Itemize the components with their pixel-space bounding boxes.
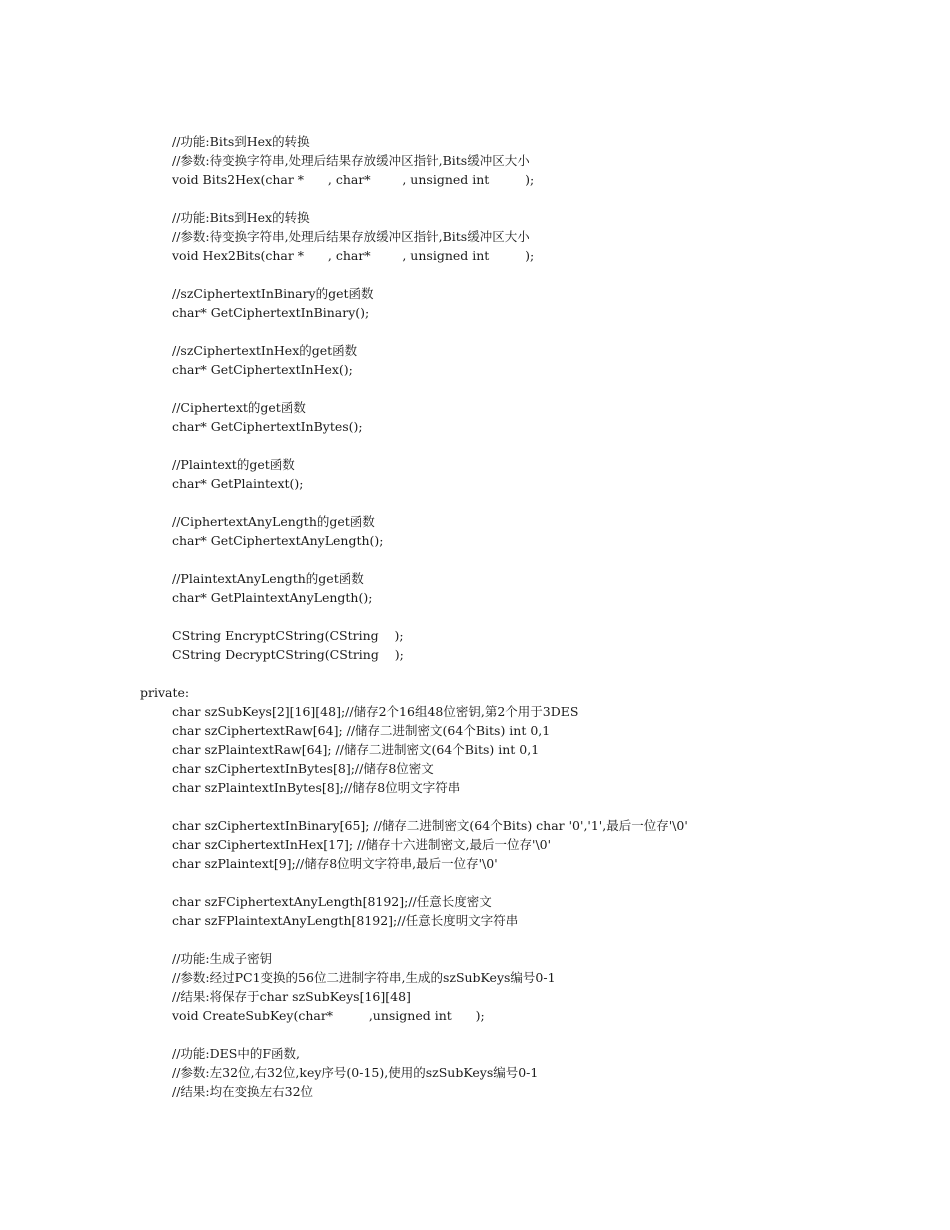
code-line: char szFCiphertextAnyLength[8192];//任意长度密文	[172, 894, 492, 909]
code-line: char szCiphertextInBinary[65]; //储存二进制密文(64个Bits) char '0','1',最后一位存'\0'	[172, 818, 688, 833]
code-line: //参数:待变换字符串,处理后结果存放缓冲区指针,Bits缓冲区大小	[172, 153, 530, 168]
code-line: char* GetCiphertextInBinary();	[172, 305, 370, 320]
blank-line	[0, 550, 950, 569]
blank-line	[0, 930, 950, 949]
blank-line	[0, 797, 950, 816]
blank-line	[0, 664, 950, 683]
code-line: //功能:Bits到Hex的转换	[172, 134, 310, 149]
code-line: //功能:DES中的F函数,	[172, 1046, 300, 1061]
code-line: //结果:均在变换左右32位	[172, 1084, 314, 1099]
code-line: //参数:左32位,右32位,key序号(0-15),使用的szSubKeys编号0-1	[172, 1065, 539, 1080]
code-line: char szFPlaintextAnyLength[8192];//任意长度明文字符串	[172, 913, 519, 928]
code-line: private:	[140, 685, 190, 700]
blank-line	[0, 607, 950, 626]
code-line: //PlaintextAnyLength的get函数	[172, 571, 364, 586]
blank-line	[0, 322, 950, 341]
code-line: //CiphertextAnyLength的get函数	[172, 514, 375, 529]
code-line: //szCiphertextInBinary的get函数	[172, 286, 374, 301]
code-line: CString DecryptCString(CString );	[172, 647, 404, 662]
code-line: void CreateSubKey(char* ,unsigned int );	[172, 1008, 485, 1023]
blank-line	[0, 189, 950, 208]
code-line: char* GetPlaintext();	[172, 476, 304, 491]
code-line: char szCiphertextRaw[64]; //储存二进制密文(64个Bits) int 0,1	[172, 723, 551, 738]
blank-line	[0, 493, 950, 512]
code-line: char szCiphertextInBytes[8];//储存8位密文	[172, 761, 434, 776]
code-line: char* GetCiphertextAnyLength();	[172, 533, 384, 548]
code-line: char* GetPlaintextAnyLength();	[172, 590, 373, 605]
code-line: CString EncryptCString(CString );	[172, 628, 404, 643]
blank-line	[0, 873, 950, 892]
code-line: void Bits2Hex(char * , char* , unsigned int );	[172, 172, 535, 187]
code-line: char* GetCiphertextInBytes();	[172, 419, 363, 434]
code-line: //Plaintext的get函数	[172, 457, 295, 472]
code-line: char szPlaintextRaw[64]; //储存二进制密文(64个Bits) int 0,1	[172, 742, 540, 757]
blank-line	[0, 1025, 950, 1044]
blank-line	[0, 436, 950, 455]
code-line: void Hex2Bits(char * , char* , unsigned int );	[172, 248, 535, 263]
blank-line	[0, 265, 950, 284]
blank-line	[0, 379, 950, 398]
code-line: char szPlaintextInBytes[8];//储存8位明文字符串	[172, 780, 461, 795]
code-line: char szSubKeys[2][16][48];//储存2个16组48位密钥,第2个用于3DES	[172, 704, 579, 719]
code-line: //Ciphertext的get函数	[172, 400, 306, 415]
code-line: char* GetCiphertextInHex();	[172, 362, 353, 377]
code-line: char szCiphertextInHex[17]; //储存十六进制密文,最后一位存'\0'	[172, 837, 552, 852]
code-line: //结果:将保存于char szSubKeys[16][48]	[172, 989, 411, 1004]
code-line: //参数:经过PC1变换的56位二进制字符串,生成的szSubKeys编号0-1	[172, 970, 556, 985]
code-line: //功能:生成子密钥	[172, 951, 273, 966]
code-line: //参数:待变换字符串,处理后结果存放缓冲区指针,Bits缓冲区大小	[172, 229, 530, 244]
code-line: //szCiphertextInHex的get函数	[172, 343, 358, 358]
code-line: char szPlaintext[9];//储存8位明文字符串,最后一位存'\0'	[172, 856, 498, 871]
code-line: //功能:Bits到Hex的转换	[172, 210, 310, 225]
code-document	[0, 132, 950, 1101]
